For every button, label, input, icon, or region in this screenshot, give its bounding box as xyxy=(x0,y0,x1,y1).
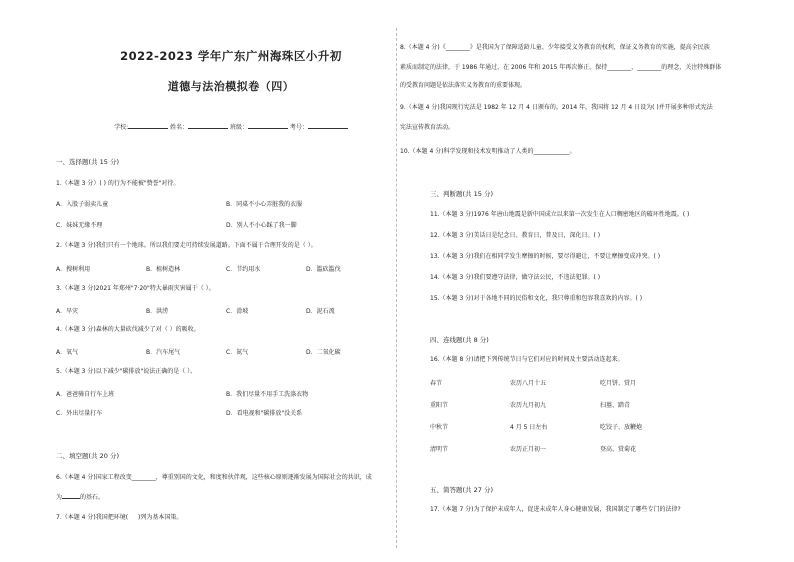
date-4[interactable]: 农历正月初一 xyxy=(510,446,547,453)
q1-option-b[interactable]: B．同桌不小心弄脏我的衣服 xyxy=(226,201,303,208)
section2-heading: 二、填空题(共 20 分) xyxy=(56,452,119,460)
q2-text: 2.（本题 3 分)我们只有一个地球。所以我们要走可持续发展道路。下面不属于合理开发的是（ ）。 xyxy=(56,242,317,249)
q17-text: 17.（本题 7 分)为了保护未成年人，促进未成年人身心健康发展，我国制定了哪些专门的法律? xyxy=(430,506,681,513)
q11-text: 11.（本题 3 分)1976 年唐山地震是新中国成立以来第一次发生在人口稠密地区的破坏性地震。( ) xyxy=(430,211,690,218)
q9-text-line2: 宪法宣传教育活动。 xyxy=(400,124,455,131)
date-2[interactable]: 农历九月初九 xyxy=(510,402,547,409)
school-label: 学校: xyxy=(114,124,129,131)
q2-option-c[interactable]: C．节约用水 xyxy=(226,266,261,273)
column-divider xyxy=(396,28,397,548)
school-blank[interactable] xyxy=(128,128,168,129)
q8-text-line1: 8.（本题 4 分)《________》是我国为了保障适龄儿童、少年接受义务教育的权利，保证义务教育的实施，提高全民族 xyxy=(400,44,710,51)
section3-heading: 三、判断题(共 15 分) xyxy=(430,190,493,198)
q1-option-c[interactable]: C．妹妹无缘不理 xyxy=(56,222,103,229)
q7-text xyxy=(56,514,182,522)
q1-text: 1.（本题 3 分）( ) 的行为不能被"赞誉"对待。 xyxy=(56,180,180,187)
q5-option-a[interactable]: A．爸爸骑自行车上班 xyxy=(56,391,115,398)
q5-option-c[interactable]: C．外出尽量打车 xyxy=(56,410,103,417)
q7-suffix: )列为基本国策。 xyxy=(138,514,183,521)
exam-no-label: 考号： xyxy=(289,124,308,131)
festival-1[interactable]: 春节 xyxy=(430,380,443,387)
q3-option-b[interactable]: B．洪涝 xyxy=(146,308,169,315)
class-blank[interactable] xyxy=(248,128,288,129)
festival-2[interactable]: 重阳节 xyxy=(430,402,449,409)
q15-text: 15.（本题 3 分)对于各地不同的民俗和文化，我只尊重和包容我喜欢的内容。( ) xyxy=(430,295,643,302)
q3-option-d[interactable]: D．泥石流 xyxy=(306,308,335,315)
class-label: 班级： xyxy=(229,124,248,131)
date-3[interactable]: 4 月 5 日左右 xyxy=(510,424,548,431)
q16-text: 16.（本题 8 分)请把下列传统节日与它们对应的时间及主要活动连起来。 xyxy=(430,356,624,363)
q6-blank[interactable] xyxy=(62,498,80,499)
q10-text: 10.（本题 4 分)科学发现和技术发明推动了人类的____________。 xyxy=(400,148,576,155)
q3-text: 3.（本题 3 分)2021 年郑州"7·20"特大暴雨灾害属于（ ）。 xyxy=(56,285,215,292)
exam-title: 2022-2023 学年广东广州海珠区小升初 xyxy=(120,49,342,63)
q2-option-a[interactable]: A．搜树利用 xyxy=(56,266,91,273)
q6-text-line2 xyxy=(56,494,104,502)
name-blank[interactable] xyxy=(188,128,228,129)
q5-text: 5.（本题 3 分)以下减少"碳排放"说法正确的是（ ）。 xyxy=(56,368,197,375)
date-1[interactable]: 农历八月十五 xyxy=(510,380,547,387)
festival-4[interactable]: 清明节 xyxy=(430,446,449,453)
q3-option-a[interactable]: A．旱灾 xyxy=(56,308,79,315)
q1-option-d[interactable]: D．别人不小心踩了我一脚 xyxy=(226,222,297,229)
exam-subtitle: 道德与法治模拟卷（四） xyxy=(167,80,295,93)
q4-option-a[interactable]: A．氧气 xyxy=(56,349,79,356)
q8-text-line2: 素质而制定的法律，于 1986 年通过，在 2006 年和 2015 年再次修正。保持________、________的理念，关注特殊群体 xyxy=(400,64,722,71)
q5-option-d[interactable]: D．看电视和"碳排放"没关系 xyxy=(226,410,303,417)
activity-3[interactable]: 吃饺子、放鞭炮 xyxy=(600,424,643,431)
q2-option-d[interactable]: D．滥砍滥伐 xyxy=(306,266,341,273)
q3-option-c[interactable]: C．滑坡 xyxy=(226,308,249,315)
activity-1[interactable]: 吃月饼、赏月 xyxy=(600,380,637,387)
q4-option-c[interactable]: C．氮气 xyxy=(226,349,249,356)
q5-option-b[interactable]: B．我们尽量不用手工洗涤衣物 xyxy=(226,391,309,398)
activity-2[interactable]: 扫墓、踏青 xyxy=(600,402,631,409)
activity-4[interactable]: 登高、赏菊花 xyxy=(600,446,637,453)
q6-text-line1: 6.（本题 4 分)国家工程改变________，尊重别国的文化，和度和伙伴观，这些核心原则逐渐发展为国际社会的共识，成 xyxy=(56,474,372,481)
q6-prefix: 为 xyxy=(56,494,63,501)
q2-option-b[interactable]: B．植树造林 xyxy=(146,266,181,273)
q4-option-b[interactable]: B．汽车尾气 xyxy=(146,349,181,356)
q4-option-d[interactable]: D．二氧化碳 xyxy=(306,349,341,356)
festival-3[interactable]: 中秋节 xyxy=(430,424,449,431)
section5-heading: 五、简答题(共 27 分) xyxy=(430,486,493,494)
name-label: 姓名： xyxy=(170,124,189,131)
exam-no-blank[interactable] xyxy=(308,128,348,129)
q9-text-line1: 9.（本题 4 分)我国现行宪法是 1982 年 12 月 4 日颁布的。2014 年，我国将 12 月 4 日设为( )并开展多种形式宪法 xyxy=(400,104,713,111)
q7-prefix: 7.（本题 4 分)我国把环境( xyxy=(56,514,129,521)
q12-text: 12.（本题 3 分)美话日是纪念日、教育日，普及日，深化日。( ) xyxy=(430,232,601,239)
student-info-line xyxy=(50,122,412,131)
q14-text: 14.（本题 3 分)我们要遵守法律，做守法公民，不违法犯罪。( ) xyxy=(430,274,601,281)
section4-heading: 四、连线题(共 8 分) xyxy=(430,336,489,344)
q8-text-line3: 的受教育问题是依法落实义务教育的重要体现。 xyxy=(400,82,527,89)
q1-option-a[interactable]: A．入股子弱卖儿童 xyxy=(56,201,109,208)
q13-text: 13.（本题 3 分)我们在相同学发生摩擦的时候，要尽得避让，不要让摩擦变成冲突。( ) xyxy=(430,253,661,260)
q6-suffix: 的基石。 xyxy=(80,494,105,501)
section1-heading: 一、选择题(共 15 分) xyxy=(56,158,119,166)
q4-text: 4.（本题 3 分)森林的大量砍伐减少了对（ ）的吸收。 xyxy=(56,326,200,333)
